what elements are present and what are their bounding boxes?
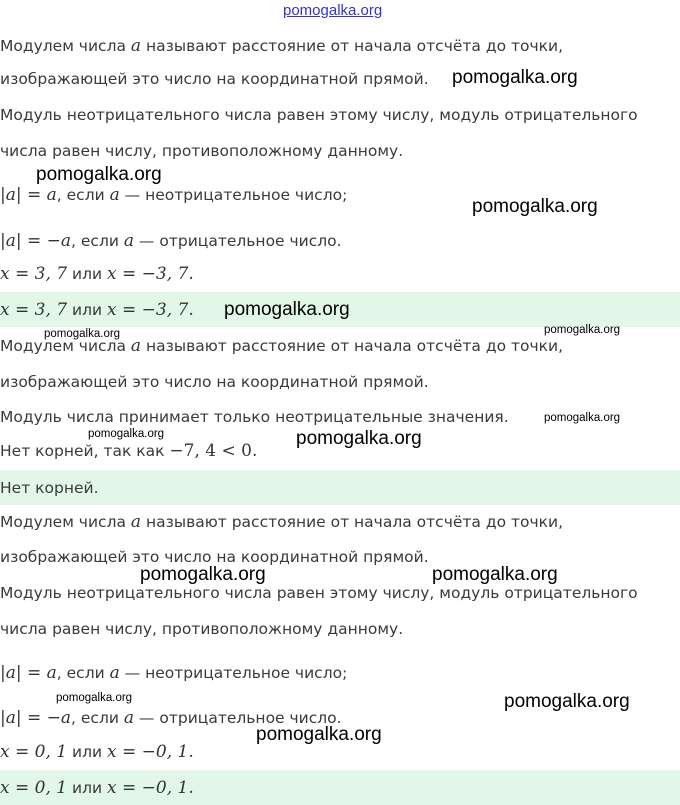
rule-text-1: Модуль неотрицательного числа равен этому числу, модуль отрицательного bbox=[0, 106, 638, 124]
solution-line bbox=[0, 440, 257, 462]
variable-a: a bbox=[130, 336, 142, 356]
case-line-1 bbox=[0, 184, 347, 206]
watermark: pomogalka.org bbox=[36, 164, 162, 185]
answer-x2: x = −3, 7. bbox=[107, 300, 194, 320]
answer-x1: x = 3, 7 bbox=[0, 300, 68, 320]
solution-line bbox=[0, 741, 194, 763]
case1-text: , если bbox=[56, 186, 110, 204]
case1-formula: |a| = a bbox=[0, 185, 57, 205]
case1-var: a bbox=[109, 663, 120, 683]
case2-tail: — отрицательное число. bbox=[134, 232, 342, 250]
answer-x2: x = −0, 1. bbox=[107, 778, 194, 798]
answer-line bbox=[0, 299, 194, 321]
site-link[interactable]: pomogalka.org bbox=[283, 2, 383, 19]
definition-text-rest: называют расстояние от начала отсчёта до точки, bbox=[141, 337, 564, 355]
answer-line bbox=[0, 477, 99, 499]
solution-x2: x = −0, 1. bbox=[107, 742, 194, 762]
solution-x1: x = 3, 7 bbox=[0, 264, 68, 284]
definition-text-rest: называют расстояние от начала отсчёта до точки, bbox=[141, 37, 564, 55]
watermark: pomogalka.org bbox=[140, 564, 266, 585]
case-line-2 bbox=[0, 230, 342, 252]
rule-text-2: числа равен числу, противоположному данному. bbox=[0, 620, 404, 638]
case1-tail: — неотрицательное число; bbox=[119, 186, 348, 204]
case1-text: , если bbox=[56, 664, 110, 682]
case-line-1 bbox=[0, 662, 347, 684]
rule-line bbox=[0, 406, 509, 428]
solution-or: или bbox=[67, 743, 108, 761]
solution-x2: x = −3, 7. bbox=[107, 264, 194, 284]
watermark: pomogalka.org bbox=[224, 299, 350, 320]
rule-line-2 bbox=[0, 618, 403, 640]
solution-line bbox=[0, 263, 194, 285]
solution-or: или bbox=[67, 265, 108, 283]
rule-text-2: числа равен числу, противоположному данному. bbox=[0, 142, 404, 160]
case2-formula: |a| = −a bbox=[0, 231, 72, 251]
definition-text: Модулем числа bbox=[0, 513, 131, 531]
answer-or: или bbox=[67, 779, 108, 797]
rule-line-1 bbox=[0, 104, 638, 126]
definition-text-2: изображающей это число на координатной прямой. bbox=[0, 548, 429, 566]
watermark: pomogalka.org bbox=[44, 328, 121, 340]
case1-var: a bbox=[109, 185, 120, 205]
watermark: pomogalka.org bbox=[544, 412, 621, 424]
case2-text: , если bbox=[71, 709, 124, 727]
answer-x1: x = 0, 1 bbox=[0, 778, 68, 798]
rule-line-2 bbox=[0, 140, 403, 162]
definition-text: Модулем числа bbox=[0, 337, 131, 355]
definition-text-rest: называют расстояние от начала отсчёта до точки, bbox=[141, 513, 564, 531]
answer-text: Нет корней. bbox=[0, 479, 99, 497]
case2-var: a bbox=[123, 708, 134, 728]
variable-a: a bbox=[130, 36, 142, 56]
case2-var: a bbox=[123, 231, 134, 251]
solution-math: −7, 4 < 0. bbox=[169, 441, 258, 461]
definition-text-2: изображающей это число на координатной прямой. bbox=[0, 70, 429, 88]
rule-text-1: Модуль неотрицательного числа равен этому числу, модуль отрицательного bbox=[0, 584, 638, 602]
variable-a: a bbox=[130, 512, 142, 532]
watermark: pomogalka.org bbox=[296, 428, 422, 449]
definition-line-1 bbox=[0, 35, 563, 57]
solution-text: Нет корней, так как bbox=[0, 442, 170, 460]
definition-text-2: изображающей это число на координатной прямой. bbox=[0, 373, 429, 391]
watermark: pomogalka.org bbox=[472, 196, 598, 217]
definition-line-1 bbox=[0, 511, 563, 533]
definition-text: Модулем числа bbox=[0, 37, 131, 55]
watermark: pomogalka.org bbox=[256, 724, 382, 745]
watermark: pomogalka.org bbox=[56, 692, 133, 704]
case2-text: , если bbox=[71, 232, 124, 250]
watermark: pomogalka.org bbox=[544, 324, 621, 336]
rule-text: Модуль числа принимает только неотрицательные значения. bbox=[0, 408, 509, 426]
case2-tail: — отрицательное число. bbox=[134, 709, 342, 727]
case1-formula: |a| = a bbox=[0, 663, 57, 683]
case1-tail: — неотрицательное число; bbox=[119, 664, 348, 682]
watermark: pomogalka.org bbox=[504, 691, 630, 712]
watermark: pomogalka.org bbox=[452, 67, 578, 88]
definition-line-2 bbox=[0, 68, 429, 90]
watermark: pomogalka.org bbox=[88, 428, 165, 440]
definition-line-2 bbox=[0, 371, 429, 393]
answer-or: или bbox=[67, 301, 108, 319]
watermark: pomogalka.org bbox=[432, 564, 558, 585]
case2-formula: |a| = −a bbox=[0, 708, 72, 728]
answer-line bbox=[0, 777, 194, 799]
solution-x1: x = 0, 1 bbox=[0, 742, 68, 762]
answer-band-2 bbox=[0, 470, 680, 505]
